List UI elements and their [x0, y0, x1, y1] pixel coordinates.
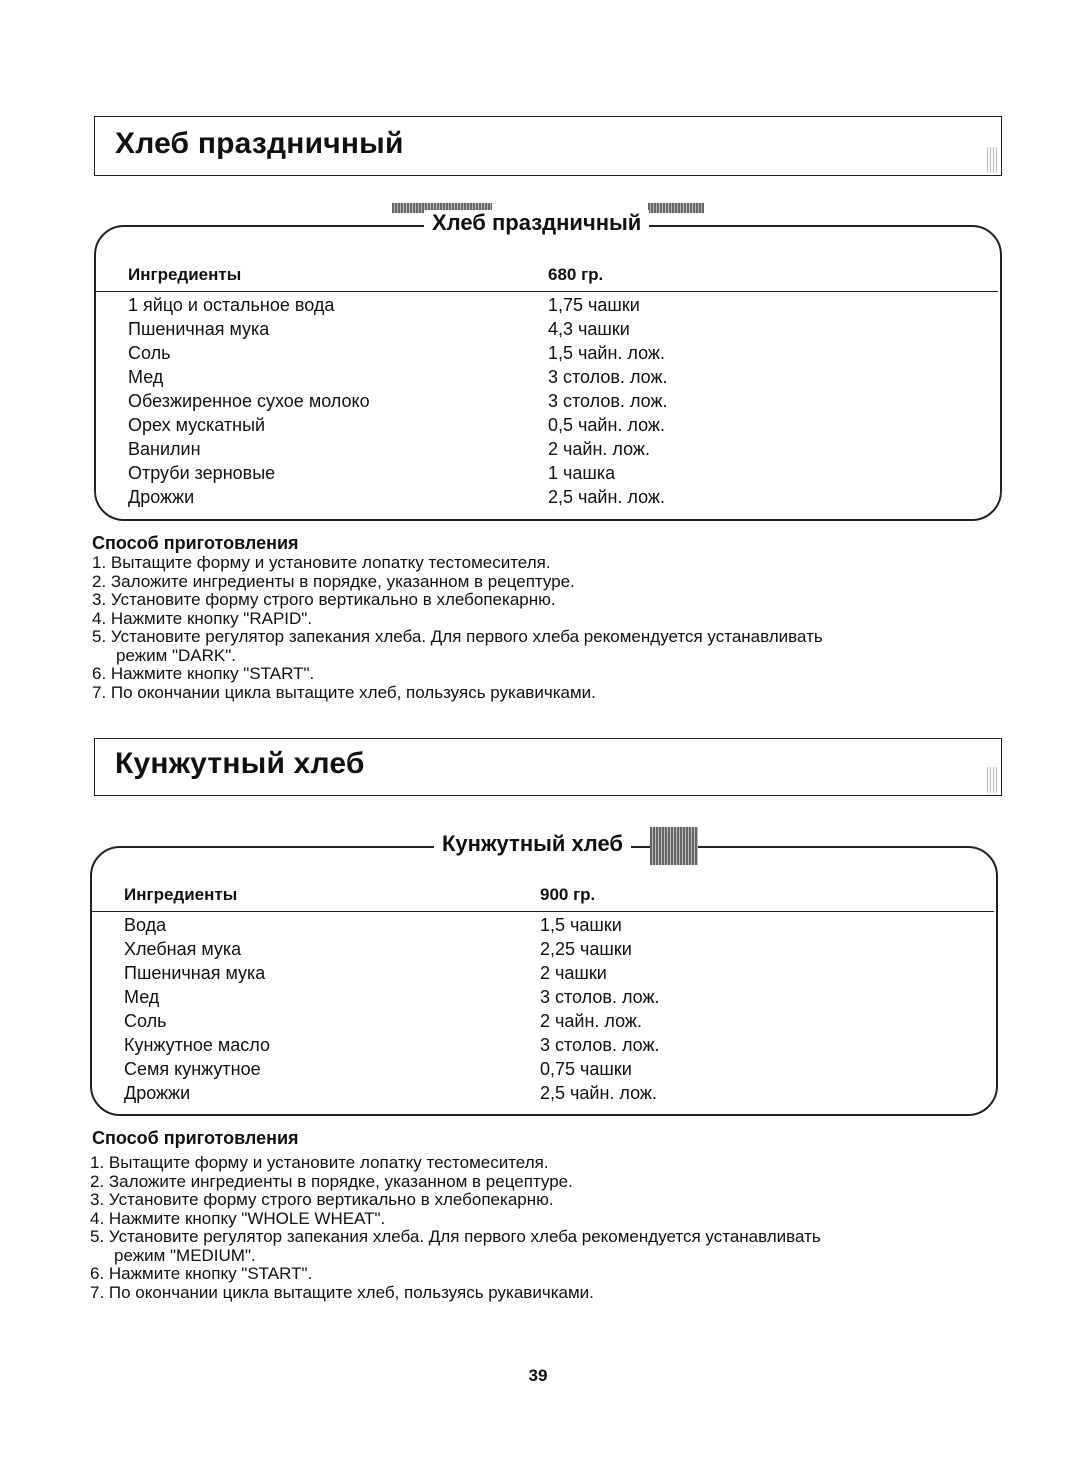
label-decoration [648, 203, 704, 213]
method-step: 4. Нажмите кнопку "RAPID". [92, 608, 313, 628]
section-2-method-title: Способ приготовления [92, 1128, 299, 1148]
ingredient-amount: 1 чашка [548, 463, 616, 483]
header-rule [96, 291, 998, 292]
method-step: 7. По окончании цикла вытащите хлеб, пользуясь рукавичками. [92, 682, 596, 702]
ingredient-amount: 2,5 чайн. лож. [548, 487, 665, 507]
ingredient-name: Дрожжи [124, 1083, 191, 1103]
ingredient-amount: 3 столов. лож. [548, 391, 668, 411]
ingredient-amount: 0,5 чайн. лож. [548, 415, 665, 435]
ingredient-name: Обезжиренное сухое молоко [128, 391, 370, 411]
page-number: 39 [528, 1366, 548, 1385]
header-rule [92, 911, 994, 912]
section-1-method-title: Способ приготовления [92, 533, 299, 553]
ingredient-amount: 1,5 чашки [540, 915, 622, 935]
ingredient-amount: 2,5 чайн. лож. [540, 1083, 657, 1103]
method-step: 2. Заложите ингредиенты в порядке, указанном в рецептуре. [92, 571, 575, 591]
ingredient-name: Пшеничная мука [124, 963, 266, 983]
method-step: режим "MEDIUM". [114, 1245, 256, 1265]
section-1-frame-label: Хлеб праздничный [424, 210, 649, 236]
section-1-steps [92, 554, 823, 702]
ingredient-name: Отруби зерновые [128, 463, 276, 483]
decorative-strip [987, 147, 999, 173]
section-1-title: Хлеб праздничный [115, 127, 404, 160]
ingredients-header: Ингредиенты [124, 885, 238, 904]
section-2-steps [90, 1154, 821, 1302]
ingredient-amount: 2 чашки [540, 963, 607, 983]
section-2-frame-label: Кунжутный хлеб [434, 831, 631, 857]
ingredient-amount: 3 столов. лож. [540, 987, 660, 1007]
ingredient-name: Дрожжи [128, 487, 195, 507]
ingredient-name: Хлебная мука [124, 939, 242, 959]
method-step: 4. Нажмите кнопку "WHOLE WHEAT". [90, 1208, 386, 1228]
method-step: 7. По окончании цикла вытащите хлеб, пользуясь рукавичками. [90, 1282, 594, 1302]
ingredient-name: Вода [124, 915, 167, 935]
ingredient-name: Орех мускатный [128, 415, 266, 435]
ingredient-amount: 1,75 чашки [548, 295, 640, 315]
ingredient-name: 1 яйцо и остальное вода [128, 295, 335, 315]
ingredient-name: Пшеничная мука [128, 319, 270, 339]
method-step: 3. Установите форму строго вертикально в хлебопекарню. [90, 1190, 554, 1209]
section-2-title-box [94, 738, 1002, 796]
ingredient-amount: 0,75 чашки [540, 1059, 632, 1079]
method-step: 6. Нажмите кнопку "START". [90, 1264, 313, 1283]
ingredient-amount: 2 чайн. лож. [540, 1011, 642, 1031]
section-1-title-box [94, 116, 1002, 176]
method-step: 5. Установите регулятор запекания хлеба. Для первого хлеба рекомендуется устанавливать [90, 1227, 821, 1246]
ingredient-name: Кунжутное масло [124, 1035, 270, 1055]
ingredient-amount: 2 чайн. лож. [548, 439, 650, 459]
method-step: 5. Установите регулятор запекания хлеба. Для первого хлеба рекомендуется устанавливать [92, 627, 823, 646]
ingredient-name: Соль [124, 1011, 167, 1031]
ingredient-amount: 1,5 чайн. лож. [548, 343, 665, 363]
decorative-strip [987, 767, 999, 793]
method-step: 2. Заложите ингредиенты в порядке, указанном в рецептуре. [90, 1171, 573, 1191]
method-step: 1. Вытащите форму и установите лопатку тестомесителя. [90, 1153, 549, 1172]
ingredient-amount: 2,25 чашки [540, 939, 632, 959]
method-step: 3. Установите форму строго вертикально в хлебопекарню. [92, 590, 556, 609]
ingredient-amount: 3 столов. лож. [540, 1035, 660, 1055]
ingredient-amount: 3 столов. лож. [548, 367, 668, 387]
ingredient-name: Соль [128, 343, 171, 363]
ingredient-name: Мед [128, 367, 164, 387]
method-step: режим "DARK". [116, 645, 237, 665]
ingredient-name: Семя кунжутное [124, 1059, 261, 1079]
amount-header: 900 гр. [540, 885, 596, 904]
label-decoration [650, 827, 698, 865]
ingredient-amount: 4,3 чашки [548, 319, 630, 339]
method-step: 1. Вытащите форму и установите лопатку тестомесителя. [92, 553, 551, 572]
ingredient-name: Ванилин [128, 439, 201, 459]
ingredient-name: Мед [124, 987, 160, 1007]
method-step: 6. Нажмите кнопку "START". [92, 664, 315, 683]
amount-header: 680 гр. [548, 265, 604, 284]
ingredients-header: Ингредиенты [128, 265, 242, 284]
section-2-title: Кунжутный хлеб [115, 747, 365, 780]
